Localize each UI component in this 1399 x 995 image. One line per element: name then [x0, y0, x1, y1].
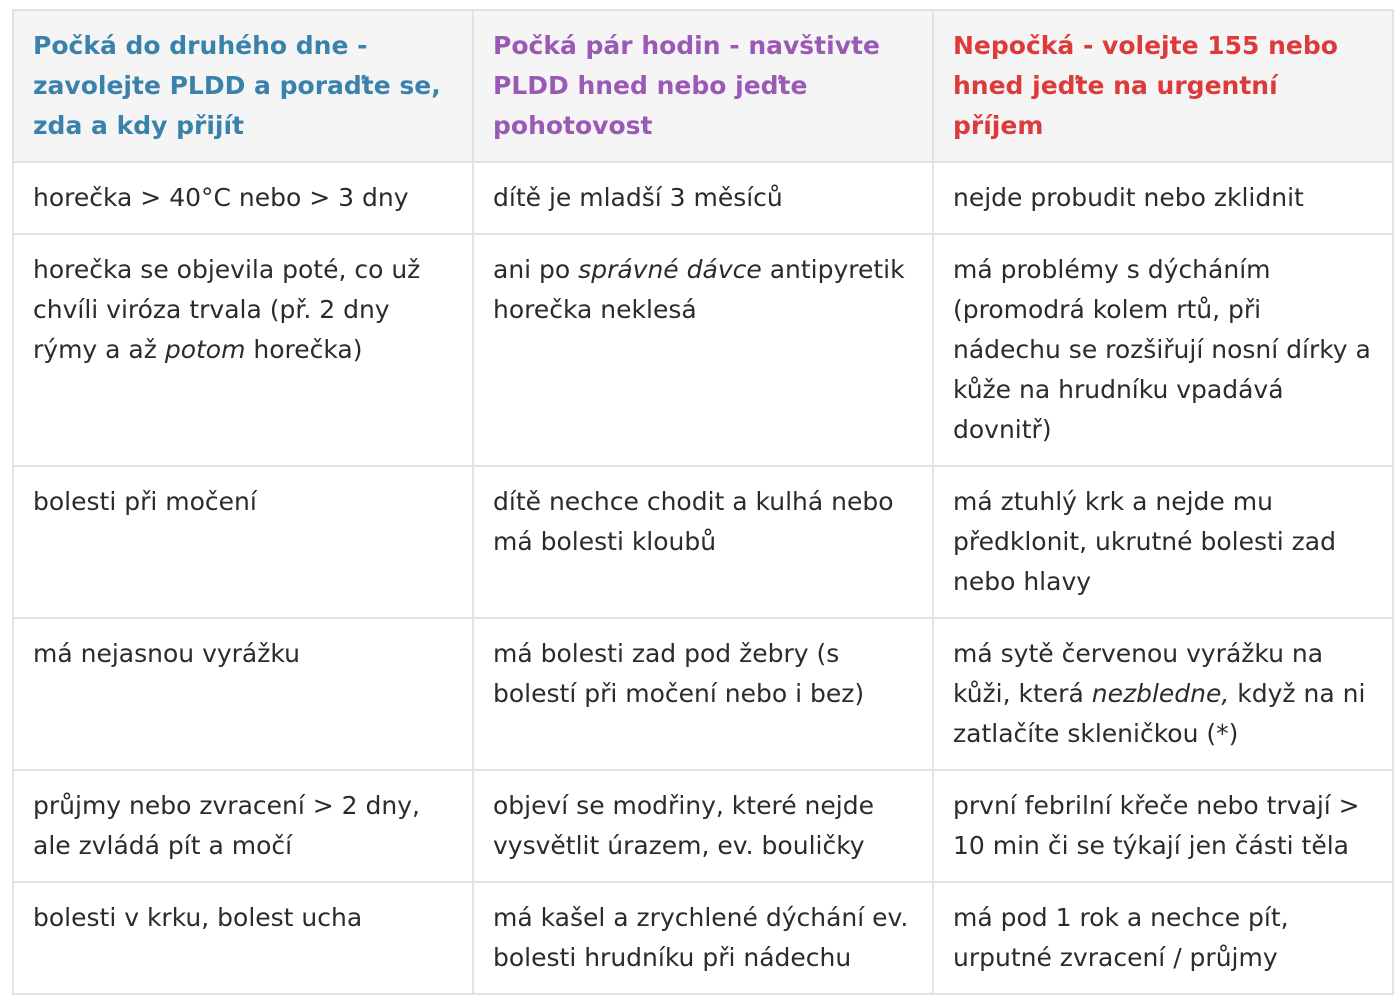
- table-row: [13, 234, 1393, 466]
- header-row: [13, 10, 1393, 162]
- cell-text: horečka se objevila poté, co už chvíli viróza trvala (př. 2 dny rýmy a až: [33, 255, 421, 364]
- table-cell: má nejasnou vyrážku: [13, 618, 473, 770]
- table-cell: nejde probudit nebo zklidnit: [933, 162, 1393, 234]
- table-cell: bolesti v krku, bolest ucha: [13, 882, 473, 994]
- header-can-wait-next-day: Počká do druhého dne - zavolejte PLDD a poraďte se, zda a kdy přijít: [13, 10, 473, 162]
- table-row: [13, 466, 1393, 618]
- table-cell: první febrilní křeče nebo trvají > 10 min či se týkají jen části těla: [933, 770, 1393, 882]
- cell-text: má sytě červenou vyrážku na kůži, která: [953, 639, 1324, 708]
- cell-emphasis: nezbledne,: [1091, 679, 1230, 708]
- cell-emphasis: správné dávce: [578, 255, 762, 284]
- table-row: [13, 162, 1393, 234]
- table-cell: [933, 618, 1393, 770]
- table-cell: má kašel a zrychlené dýchání ev. bolesti hrudníku při nádechu: [473, 882, 933, 994]
- cell-emphasis: potom: [164, 335, 246, 364]
- cell-text: když na ni zatlačíte skleničkou (*): [953, 679, 1366, 748]
- cell-text: antipyretik horečka neklesá: [493, 255, 905, 324]
- cell-text: horečka): [245, 335, 363, 364]
- table-row: [13, 770, 1393, 882]
- table-cell: bolesti při močení: [13, 466, 473, 618]
- table-row: [13, 618, 1393, 770]
- table-cell: [13, 234, 473, 466]
- table-body: [13, 162, 1393, 994]
- table-cell: dítě nechce chodit a kulhá nebo má bolesti kloubů: [473, 466, 933, 618]
- table-cell: má bolesti zad pod žebry (s bolestí při močení nebo i bez): [473, 618, 933, 770]
- table-cell: [473, 234, 933, 466]
- table-cell: má pod 1 rok a nechce pít, urputné zvracení / průjmy: [933, 882, 1393, 994]
- table-cell: horečka > 40°C nebo > 3 dny: [13, 162, 473, 234]
- table-cell: má ztuhlý krk a nejde mu předklonit, ukrutné bolesti zad nebo hlavy: [933, 466, 1393, 618]
- cell-text: ani po: [493, 255, 579, 284]
- header-can-wait-few-hours: Počká pár hodin - navštivte PLDD hned nebo jeďte pohotovost: [473, 10, 933, 162]
- triage-table: [12, 9, 1394, 995]
- table-cell: průjmy nebo zvracení > 2 dny, ale zvládá pít a močí: [13, 770, 473, 882]
- table-cell: objeví se modřiny, které nejde vysvětlit úrazem, ev. bouličky: [473, 770, 933, 882]
- table-cell: má problémy s dýcháním (promodrá kolem rtů, při nádechu se rozšiřují nosní dírky a kůže na hrudníku vpadává dovnitř): [933, 234, 1393, 466]
- table-cell: dítě je mladší 3 měsíců: [473, 162, 933, 234]
- header-cannot-wait: Nepočká - volejte 155 nebo hned jeďte na urgentní příjem: [933, 10, 1393, 162]
- table-row: [13, 882, 1393, 994]
- table-header: [13, 10, 1393, 162]
